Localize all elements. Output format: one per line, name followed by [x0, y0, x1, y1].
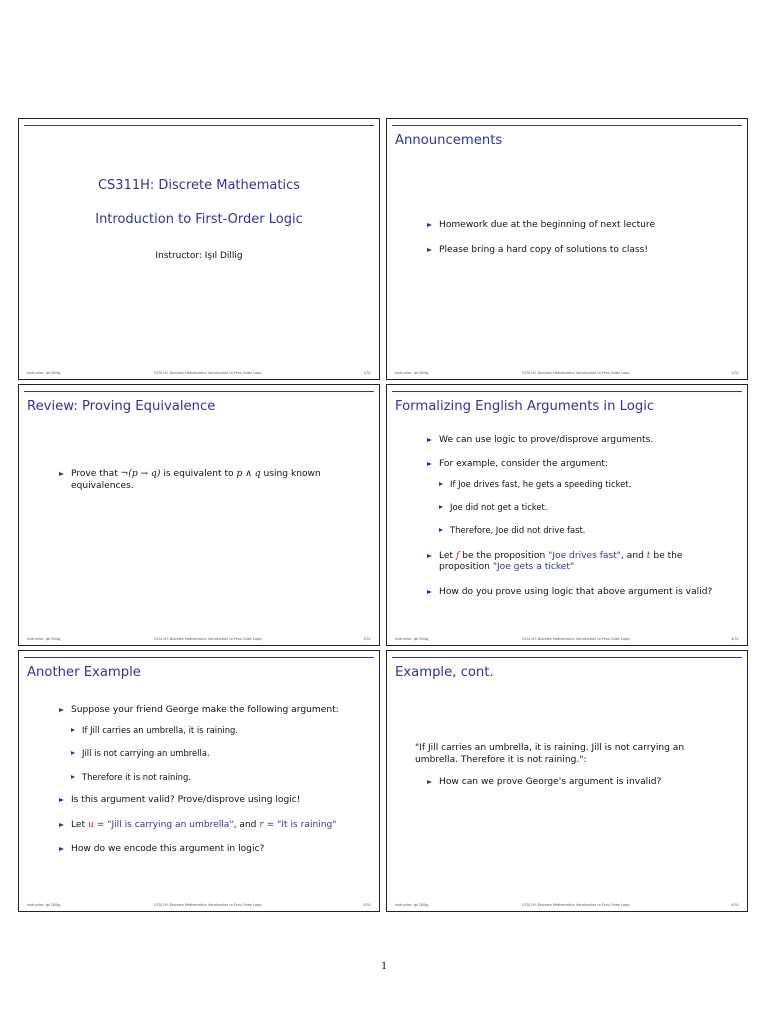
quoted-proposition: "It is raining" [277, 819, 337, 830]
sub-bullet-item: Jill is not carrying an umbrella. [71, 748, 369, 760]
bullet-item [59, 705, 369, 783]
bullet-text: , and [620, 550, 644, 561]
slide-title: Another Example [27, 665, 141, 680]
slide-main-title: CS311H: Discrete Mathematics [97, 178, 301, 193]
slide-body [427, 435, 727, 598]
slide-title: Review: Proving Equivalence [27, 399, 216, 414]
slide-instructor: Instructor: Işıl Dillig [155, 251, 243, 261]
slide-body [59, 705, 369, 856]
slide-3 [18, 384, 380, 646]
slide-title: Announcements [395, 133, 503, 148]
equals-sign: = [266, 819, 275, 830]
slide-4 [386, 384, 748, 646]
footer-author: Instructor: Işıl Dillig, [395, 371, 429, 375]
footer-page: 6/31 [731, 903, 739, 907]
slide-header-rule [24, 391, 374, 392]
equals-sign: = [96, 819, 105, 830]
math-expression: ¬(p → q) [120, 469, 161, 479]
quoted-proposition: "Jill is carrying an umbrella" [107, 819, 234, 830]
page-number: 1 [381, 958, 387, 972]
footer-course: CS311H: Discrete Mathematics Introduction to First-Order Logic [522, 903, 630, 907]
sub-bullet-item: If Jill carries an umbrella, it is raining. [71, 725, 369, 737]
footer-course: CS311H: Discrete Mathematics Introduction to First-Order Logic [154, 371, 262, 375]
sub-bullet-item: Joe did not get a ticket. [439, 502, 727, 514]
slide-header-rule [24, 657, 374, 658]
sub-bullet-item: Therefore, Joe did not drive fast. [439, 525, 727, 537]
slide-header-rule [392, 125, 742, 126]
footer-author: Instructor: Işıl Dillig, [395, 637, 429, 641]
sub-bullet-item: Therefore it is not raining. [71, 772, 369, 784]
bullet-text: For example, consider the argument: [439, 458, 608, 469]
footer-author: Instructor: Işıl Dillig, [27, 371, 61, 375]
slide-title: Formalizing English Arguments in Logic [395, 399, 655, 414]
bullet-item: How do you prove using logic that above argument is valid? [427, 587, 727, 599]
slide-subtitle: Introduction to First-Order Logic [95, 212, 303, 227]
bullet-item: How do we encode this argument in logic? [59, 844, 369, 856]
math-expression: p ∧ q [236, 469, 261, 479]
slide-header-rule [392, 391, 742, 392]
bullet-text: Suppose your friend George make the following argument: [71, 705, 339, 715]
footer-author: Instructor: Işıl Dillig, [395, 903, 429, 907]
bullet-text: using known equivalences. [71, 469, 321, 491]
footer-course: CS311H: Discrete Mathematics Introduction to First-Order Logic [154, 903, 262, 907]
slide-body [427, 220, 737, 256]
bullet-item: How can we prove George's argument is invalid? [427, 777, 715, 789]
bullet-text: is equivalent to [163, 469, 234, 479]
footer-page: 4/31 [731, 637, 739, 641]
footer-author: Instructor: Işıl Dillig, [27, 637, 61, 641]
bullet-item [59, 820, 369, 832]
slide-body [415, 743, 715, 789]
footer-course: CS311H: Discrete Mathematics Introduction to First-Order Logic [154, 637, 262, 641]
bullet-text: , and [233, 819, 257, 830]
slide-5 [18, 650, 380, 912]
bullet-text: Prove that [71, 469, 118, 479]
slide-2 [386, 118, 748, 380]
bullet-text: Let [439, 550, 454, 561]
bullet-text: be the proposition [462, 550, 546, 561]
footer-page: 3/31 [363, 637, 371, 641]
bullet-item: Homework due at the beginning of next lecture [427, 220, 737, 232]
bullet-item: We can use logic to prove/disprove arguments. [427, 435, 727, 447]
footer-page: 2/31 [731, 371, 739, 375]
slide-body [59, 469, 339, 492]
quoted-proposition: "Joe gets a ticket" [492, 562, 575, 572]
sub-bullet-item: If Joe drives fast, he gets a speeding ticket. [439, 479, 727, 491]
bullet-text: be the proposition [439, 550, 683, 572]
bullet-text: Let [71, 819, 86, 830]
bullet-item [59, 469, 339, 492]
footer-course: CS311H: Discrete Mathematics Introduction to First-Order Logic [522, 637, 630, 641]
variable-u: u [87, 819, 94, 830]
footer-course: CS311H: Discrete Mathematics Introduction to First-Order Logic [522, 371, 630, 375]
quoted-proposition: "Joe drives fast" [548, 550, 621, 561]
slide-6 [386, 650, 748, 912]
slide-title: Example, cont. [395, 665, 494, 680]
bullet-item: Is this argument valid? Prove/disprove using logic! [59, 795, 369, 807]
variable-t: t [646, 550, 651, 561]
slide-1 [18, 118, 380, 380]
variable-f: f [455, 550, 460, 561]
footer-page: 1/31 [363, 371, 371, 375]
bullet-item: Please bring a hard copy of solutions to class! [427, 245, 737, 257]
footer-page: 5/31 [363, 903, 371, 907]
slide-header-rule [24, 125, 374, 126]
quoted-argument: "If Jill carries an umbrella, it is raining. Jill is not carrying an umbrella. Therefore it is not raining.": [415, 743, 685, 765]
bullet-item [427, 459, 727, 537]
bullet-item [427, 551, 727, 574]
slide-header-rule [392, 657, 742, 658]
variable-r: r [259, 819, 264, 830]
footer-author: Instructor: Işıl Dillig, [27, 903, 61, 907]
